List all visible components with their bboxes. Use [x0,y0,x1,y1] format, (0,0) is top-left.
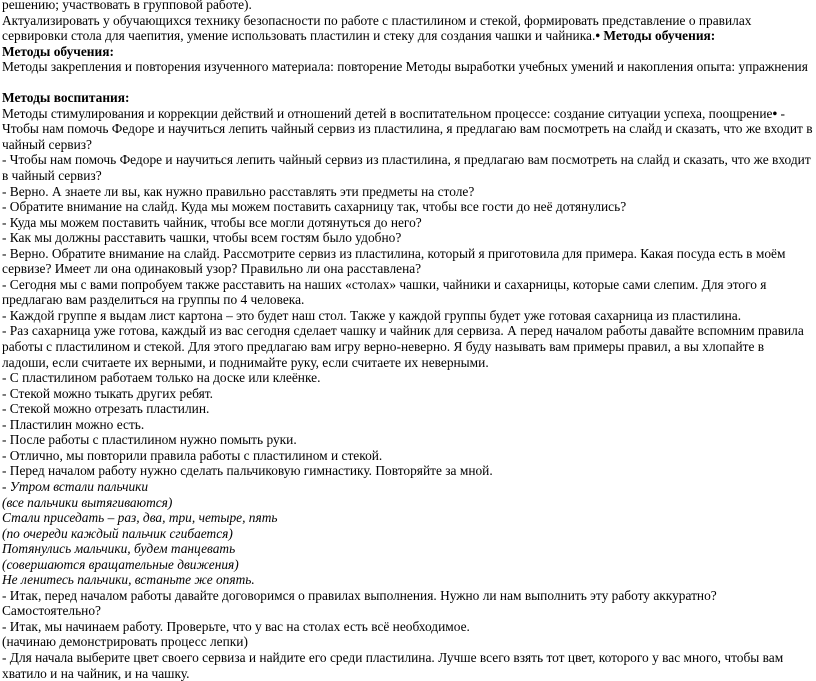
bullet-glyph-2: • [772,105,778,121]
dialogue-line: - Верно. А знаете ли вы, как нужно правильно расставлять эти предметы на столе? [2,183,475,199]
poem-line: Потянулись мальчики, будем танцевать [2,541,236,557]
dialogue-line: - Итак, перед началом работы давайте договоримся о правилах выполнения. Нужно ли нам выполнить эту работу аккуратно? Самостоятельно? [2,587,717,619]
upbringing-question: - Чтобы нам помочь Федоре и научиться лепить чайный сервиз из пластилина, я предлагаю вам посмотреть на слайд и сказать, что же входит в чайный сервиз? [2,105,813,152]
upbringing-text: Методы стимулирования и коррекции действий и отношений детей в воспитательном процессе: создание ситуации успеха, поощрение [2,105,773,121]
poem-line: (все пальчики вытягиваются) [2,494,173,510]
dialogue-line: - Для начала выберите цвет своего сервиза и найдите его среди пластилина. Лучше всего взять тот цвет, которого у вас много, чтобы вам хватило и на чайник, и на чашку. [2,649,784,681]
poem-line: Стали приседать – раз, два, три, четыре, пять [2,510,278,526]
rule-line: - Стекой можно отрезать пластилин. [2,401,210,417]
blank-line [2,75,814,91]
bullet-glyph: • [595,28,601,44]
poem-line: Не ленитесь пальчики, встаньте же опять. [2,572,255,588]
stage-direction: (начинаю демонстрировать процесс лепки) [2,634,248,650]
goals-text: Актуализировать у обучающихся технику безопасности по работе с пластилином и стекой, формировать представление о правилах сервировки стола для чаепития, умение использовать пластилин и стеку для создания чашки и чайника. [2,12,752,44]
paragraph-upbringing [2,106,814,153]
dialogue-line: - Обратите внимание на слайд. Куда мы можем поставить сахарницу так, чтобы все гости до неё дотянулись? [2,199,627,215]
inline-heading-methods: Методы обучения: [600,28,716,44]
poem-line: (совершаются вращательные движения) [2,556,239,572]
dialogue-line: - Перед началом работу нужно сделать пальчиковую гимнастику. Повторяйте за мной. [2,463,493,479]
dialogue-line: - Раз сахарница уже готова, каждый из вас сегодня сделает чашку и чайник для сервиза. А перед началом работы давайте вспомним правила работы с пластилином и стекой. Для этого предлагаю вам игру верно-неверно. Я буду называть вам примеры правил, а вы хлопайте в ладоши, если считаете их верными, и поднимайте руку, если считаете их неверными. [2,323,804,370]
paragraph-intro-end: решению; участвовать в групповой работе). [2,0,252,12]
paragraph-teaching-methods: Методы закрепления и повторения изученного материала: повторение Методы выработки учебных умений и накопления опыта: упражнения [2,59,808,75]
heading-teaching-methods: Методы обучения: [2,43,114,59]
heading-upbringing-methods: Методы воспитания: [2,90,130,106]
dialogue-line: - Сегодня мы с вами попробуем также расставить на наших «столах» чашки, чайники и сахарницы, которые сами слепим. Для этого я предлагаю вам разделиться на группы по 4 человека. [2,276,767,308]
dialogue-line: - Куда мы можем поставить чайник, чтобы все могли дотянуться до него? [2,214,422,230]
document-page [2,0,814,681]
rule-line: - После работы с пластилином нужно помыть руки. [2,432,297,448]
rule-line: - С пластилином работаем только на доске или клеёнке. [2,370,321,386]
dialogue-line: - Как мы должны расставить чашки, чтобы всем гостям было удобно? [2,230,402,246]
rule-line: - Стекой можно тыкать других ребят. [2,385,213,401]
rule-line: - Пластилин можно есть. [2,416,145,432]
poem-line: (по очереди каждый пальчик сгибается) [2,525,233,541]
dialogue-line: - Итак, мы начинаем работу. Проверьте, что у вас на столах есть всё необходимое. [2,618,470,634]
dialogue-line: - Каждой группе я выдам лист картона – это будет наш стол. Также у каждой группы будет уже готовая сахарница из пластилина. [2,307,742,323]
paragraph-goals [2,13,814,44]
dialogue-line: - Отлично, мы повторили правила работы с пластилином и стекой. [2,447,383,463]
dialogue-line: - Верно. Обратите внимание на слайд. Рассмотрите сервиз из пластилина, который я приготовила для примера. Какая посуда есть в моём сервизе? Имеет ли она одинаковый узор? Правильно ли она расставлена? [2,245,786,277]
poem-line: - Утром встали пальчики [2,478,149,494]
dialogue-line: - Чтобы нам помочь Федоре и научиться лепить чайный сервиз из пластилина, я предлагаю вам посмотреть на слайд и сказать, что же входит в чайный сервиз? [2,152,811,184]
